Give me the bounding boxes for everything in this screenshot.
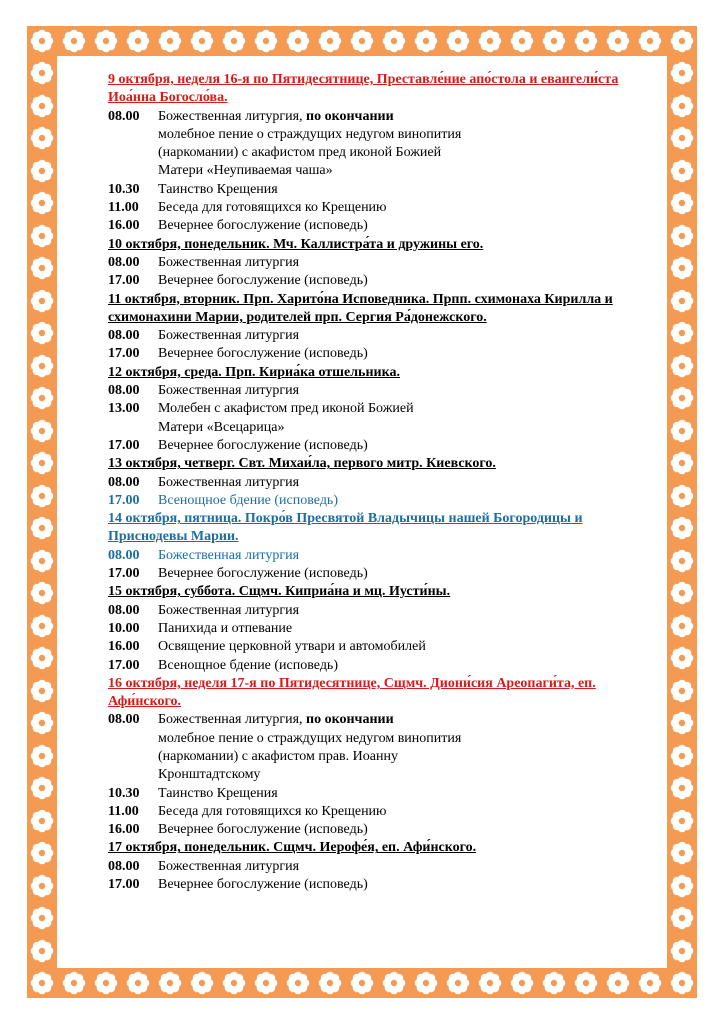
flower-icon [669,970,695,996]
schedule-item [108,400,653,418]
item-time: 13.00 [108,401,140,417]
flower-icon [669,515,695,541]
schedule [108,71,653,894]
flower-icon [637,28,663,54]
item-time: 08.00 [108,328,140,344]
day-title: 12 октября, среда. Прп. Кириа́ка отшельника. [108,364,400,380]
flower-icon [477,28,503,54]
schedule-item [108,492,653,510]
item-text: Вечернее богослужение (исповедь) [158,346,368,362]
day-title: 16 октября, неделя 17-я по Пятидесятнице, Сщмч. Диони́сия Ареопаги́та, еп. Афи́нского. [108,675,596,710]
item-text: Таинство Крещения [158,785,278,801]
flower-icon [29,743,55,769]
flower-icon [29,93,55,119]
schedule-item [108,108,653,126]
flower-icon [669,580,695,606]
flower-icon [29,515,55,541]
flower-icon [669,223,695,249]
item-time: 10.30 [108,785,140,801]
item-time: 16.00 [108,218,140,234]
flower-icon [221,28,247,54]
item-time: 11.00 [108,200,139,216]
flower-icon [29,418,55,444]
flower-icon [29,580,55,606]
flower-icon [29,320,55,346]
day-oct-16 [108,675,653,840]
item-time: 08.00 [108,474,140,490]
flower-icon [541,28,567,54]
flower-icon [413,28,439,54]
schedule-item [108,657,653,675]
flower-icon [669,28,695,54]
item-time: 10.00 [108,620,140,636]
item-text: Божественная литургия [158,328,300,344]
item-text: Молебен с акафистом пред иконой Божией [158,401,414,417]
flower-icon [669,710,695,736]
item-text: Таинство Крещения [158,181,278,197]
item-text: Божественная литургия [158,254,300,270]
item-time: 16.00 [108,822,140,838]
flower-icon [445,28,471,54]
item-text: Вечернее богослужение (исповедь) [158,877,368,893]
schedule-item [108,345,653,363]
schedule-item [108,437,653,455]
flower-icon [669,645,695,671]
schedule-item [108,711,653,729]
flower-icon [285,970,311,996]
item-time: 17.00 [108,346,140,362]
flower-icon [29,385,55,411]
day-title: 15 октября, суббота. Сщмч. Киприа́на и мц. Иусти́ны. [108,584,451,600]
flower-icon [669,93,695,119]
schedule-item [108,821,653,839]
flower-icon [669,840,695,866]
schedule-item [108,565,653,583]
item-text: Всенощное бдение (исповедь) [158,657,338,673]
item-text: Божественная литургия [158,602,300,618]
day-title: 14 октября, пятница. Покро́в Пресвятой Владычицы нашей Богородицы и Приснодевы Марии. [108,511,583,545]
item-text: Вечернее богослужение (исповедь) [158,273,368,289]
flower-icon [29,288,55,314]
item-time: 16.00 [108,639,140,655]
item-text-main: Божественная литургия, [158,108,307,124]
flower-icon [669,60,695,86]
item-continuation: (наркомании) с акафистом прав. Иоанну [158,748,398,764]
flower-icon [125,970,151,996]
day-title: 9 октября, неделя 16-я по Пятидесятнице, Преставле́ние апо́стола и евангели́ста Иоа́нна Богосло́ва. [108,72,619,106]
schedule-item [108,217,653,235]
schedule-item [108,547,653,565]
flower-icon [413,970,439,996]
item-text: Божественная литургия [158,474,300,490]
item-text: Божественная литургия [158,547,300,563]
flower-icon [445,970,471,996]
schedule-item [108,620,653,638]
schedule-item [108,272,653,290]
day-title: 10 октября, понедельник. Мч. Каллистра́та и дружины его. [108,236,484,252]
item-text: Божественная литургия [158,858,300,874]
flower-icon [29,613,55,639]
schedule-item [108,327,653,345]
item-text: Панихида и отпевание [158,620,293,636]
flower-icon [61,28,87,54]
flower-icon [509,970,535,996]
item-time: 08.00 [108,858,140,874]
flower-icon [669,190,695,216]
item-continuation: (наркомании) с акафистом пред иконой Божией [158,145,442,161]
flower-icon [29,678,55,704]
item-text: Беседа для готовящихся ко Крещению [158,803,387,819]
item-text [158,711,653,729]
item-time: 08.00 [108,712,140,728]
day-oct-11 [108,291,653,364]
schedule-item [108,803,653,821]
flower-icon [317,28,343,54]
flower-icon [605,28,631,54]
flower-icon [669,450,695,476]
item-text-bold: по окончании [306,108,394,124]
day-oct-12 [108,364,653,455]
flower-icon [189,970,215,996]
day-title: 17 октября, понедельник. Сщмч. Иерофе́я, еп. Афи́нского. [108,840,477,856]
item-time: 10.30 [108,181,140,197]
flower-icon [669,483,695,509]
flower-icon [669,548,695,574]
flower-icon [541,970,567,996]
schedule-item [108,199,653,217]
item-time: 17.00 [108,273,140,289]
flower-icon [93,970,119,996]
flower-icon [669,938,695,964]
flower-icon [157,970,183,996]
schedule-item [108,638,653,656]
flower-icon [29,190,55,216]
flower-icon [29,775,55,801]
flower-icon [637,970,663,996]
day-title: 11 октября, вторник. Прп. Харито́на Исповедника. Прпп. схимонаха Кирилла и схимонахини Марии, родителей прп. Сергия Ра́донежского. [108,291,613,325]
item-continuation: Матери «Неупиваемая чаша» [158,163,333,179]
flower-icon [669,678,695,704]
flower-icon [669,255,695,281]
flower-icon [29,28,55,54]
item-text: Освящение церковной утвари и автомобилей [158,639,426,655]
flower-icon [29,905,55,931]
item-time: 17.00 [108,437,140,453]
flower-icon [669,613,695,639]
flower-icon [29,223,55,249]
flower-icon [669,320,695,346]
flower-icon [221,970,247,996]
flower-icon [157,28,183,54]
item-text [158,108,653,126]
schedule-item [108,474,653,492]
flower-icon [29,645,55,671]
flower-icon [29,60,55,86]
flower-icon [669,418,695,444]
schedule-item [108,858,653,876]
flower-icon [29,125,55,151]
flower-icon [573,970,599,996]
item-time: 08.00 [108,383,140,399]
flower-icon [669,743,695,769]
item-continuation: Матери «Всецарица» [158,419,285,435]
day-oct-10 [108,236,653,291]
day-oct-17 [108,839,653,894]
flower-icon [381,28,407,54]
item-text: Божественная литургия [158,383,300,399]
schedule-item [108,181,653,199]
flower-icon [61,970,87,996]
item-time: 17.00 [108,566,140,582]
flower-icon [477,970,503,996]
flower-icon [29,548,55,574]
day-oct-15 [108,583,653,674]
item-time: 08.00 [108,602,140,618]
flower-icon [29,710,55,736]
flower-icon [29,970,55,996]
item-text: Вечернее богослужение (исповедь) [158,218,368,234]
flower-icon [381,970,407,996]
schedule-item [108,876,653,894]
flower-icon [669,775,695,801]
item-continuation: молебное пение о страждущих недугом винопития [158,126,462,142]
item-text-main: Божественная литургия, [158,712,307,728]
flower-icon [93,28,119,54]
flower-icon [669,158,695,184]
item-time: 08.00 [108,547,140,563]
item-text: Всенощное бдение (исповедь) [158,492,338,508]
item-time: 08.00 [108,108,140,124]
flower-icon [189,28,215,54]
flower-icon [669,873,695,899]
flower-icon [669,353,695,379]
item-time: 17.00 [108,657,140,673]
item-time: 17.00 [108,877,140,893]
schedule-item [108,254,653,272]
schedule-item [108,785,653,803]
flower-icon [29,873,55,899]
item-time: 08.00 [108,254,140,270]
flower-icon [29,808,55,834]
flower-icon [29,450,55,476]
item-text: Вечернее богослужение (исповедь) [158,822,368,838]
flower-icon [573,28,599,54]
flower-icon [669,905,695,931]
flower-icon [669,385,695,411]
flower-icon [253,970,279,996]
flower-icon [29,353,55,379]
flower-icon [349,28,375,54]
item-time: 11.00 [108,803,139,819]
flower-icon [669,288,695,314]
item-text-bold: по окончании [306,712,394,728]
flower-icon [317,970,343,996]
flower-icon [285,28,311,54]
flower-icon [125,28,151,54]
flower-icon [349,970,375,996]
day-title: 13 октября, четверг. Свт. Михаи́ла, первого митр. Киевского. [108,456,496,472]
item-continuation: молебное пение о страждущих недугом винопития [158,730,462,746]
day-oct-13 [108,455,653,510]
flower-icon [29,158,55,184]
schedule-item [108,602,653,620]
flower-icon [29,938,55,964]
flower-icon [29,483,55,509]
flower-icon [605,970,631,996]
item-text: Вечернее богослужение (исповедь) [158,437,368,453]
flower-icon [29,255,55,281]
item-time: 17.00 [108,492,140,508]
day-oct-9 [108,71,653,236]
flower-icon [253,28,279,54]
flower-icon [669,125,695,151]
flower-icon [509,28,535,54]
item-text: Беседа для готовящихся ко Крещению [158,200,387,216]
item-text: Вечернее богослужение (исповедь) [158,566,368,582]
day-oct-14 [108,510,653,583]
schedule-item [108,382,653,400]
item-continuation: Кронштадтскому [158,767,261,783]
flower-icon [29,840,55,866]
flower-icon [669,808,695,834]
